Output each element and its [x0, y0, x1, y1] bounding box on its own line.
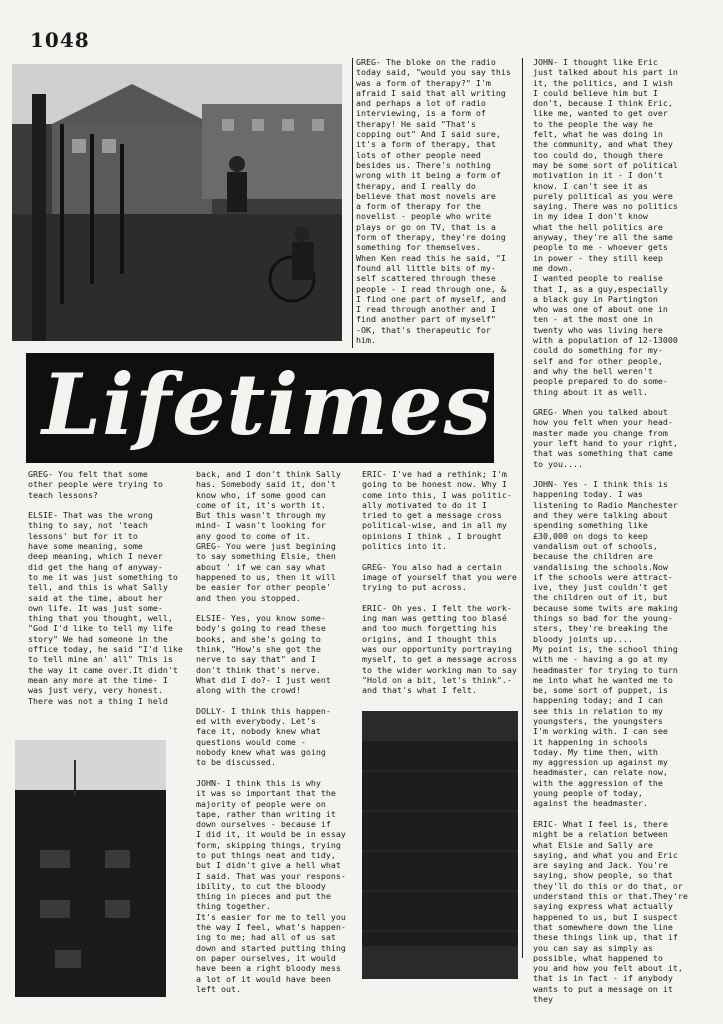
- text-column-3: ERIC- I've had a rethink; I'm going to be honest now. Why I come into this, I was politic- ally motivated to do it I tried to get a message cross political-wise, and in all my opinions I think , I brought politics into it. GREG- You also had a certain image of yourself that you were trying to put across. ERIC- Oh yes. I felt the work- ing man was getting too blasé and too much forgetting his origins, and I thought this was our opportunity portraying myself, to get a message across to the wider working man to say "Hold on a bit, let's think".- and that's what I felt.: [362, 469, 517, 696]
- flats-left-illustration: [15, 740, 166, 997]
- photo-flats-right: [362, 711, 518, 979]
- flats-right-illustration: [362, 711, 518, 979]
- text-column-greg-top: GREG- The bloke on the radio today said, "would you say this was a form of therapy?" I'm afraid I said that all writing and perhaps a lot of radio interviewing, is a form of therapy! He said "That's copping out" And I said sure, it's a form of therapy, that lots of other people need besides us. There's nothing wrong with it being a form of therapy, and I really do believe that most novels are a form of therapy for the novelist - people who write plays or go on TV, that is a form of therapy, they're doing something for themselves. When Ken read this he said, "I found all little bits of my- self scattered through these people - I read through one, & I find one part of myself, and I read through another and I find another part of myself" -OK, that's therapeutic for him.: [356, 57, 511, 346]
- street-scene-illustration: [12, 64, 342, 341]
- photo-street-children: [12, 64, 342, 341]
- text-column-1: GREG- You felt that some other people were trying to teach lessons? ELSIE- That was the wrong thing to say, not 'teach lessons' but for it to have some meaning, some deep meaning, which I never did get the hang of anyway- to me it was just something to tell, and this is what Sally said at the time, about her own life. It was just some- thing that you thought, well, "God I'd like to tell my life story" We had someone in the office today, he said "I'd like to tell mine an' all" This is the way it came over.It didn't mean any more at the time- I was just very, very honest. There was not a thing I held: [28, 469, 183, 706]
- lifetimes-banner: [26, 353, 494, 463]
- text-column-john-right: JOHN- I thought like Eric just talked about his part in it, the politics, and I wish I could believe him but I don't, because I think Eric, like me, wanted to get over to the people the way he felt, what he was doing in the community, and what they too could do, though there may be some sort of political motivation in it - I don't know. I can't see it as purely political as you were saying. There was no politics in my idea I don't know what the hell politics are anyway, they're all the same people to me - whoever gets in power - they still keep me down. I wanted people to realise that I, as a guy,especially a black guy in Partington who was one of about one in ten - at the most one in twenty who was living here with a population of 12-13000 could do something for my- self and for other people, and why the hell weren't people prepared to do some- thing about it as well. GREG- When you talked about how you felt when your head- master made you change from your left hand to your right, that was something that came to you.... JOHN- Yes - I think this is happening today. I was listening to Radio Manchester and they were talking about spending something like £30,000 on dogs to keep vandalism out of schools, because the children are vandalising the schools.Now if the schools were attract- ive, they just couldn't get the children out of it, but because some twits are making things so bad for the young- sters, they're breaking the bloody joints up.... My point is, the school thing with me - having a go at my headmaster for trying to turn me into what he wanted me to be, some sort of puppet, is happening today; and I can see this in relation to my youngsters, the youngsters I'm working with. I can see it happening in schools today. My time then, with my aggression up against my headmaster, can relate now, with the aggression of the young people of today, against the headmaster. ERIC- What I feel is, there might be a relation between what Elsie and Sally are saying, and what you and Eric are saying and Jack. You're saying, show people, so that they'll do this or do that, or understand this or that.They're saying express what actually happened to us, but I suspect that somewhere down the line these things link up, that if you can say as simply as possible, what happened to you and how you felt about it, that is in fact - if anybody wants to put a message on it they: [533, 57, 688, 1005]
- text-column-2: back, and I don't think Sally has. Somebody said it, don't know who, if some good can come of it, it's worth it. But this wasn't through my mind- I wasn't looking for any good to come of it. GREG- You were just begining to say something Elsie, then about ' if we can say what happened to us, then it will be easier for other people' and then you stopped. ELSIE- Yes, you know some- body's going to read these books, and she's going to think, "How's she got the nerve to say that" and I don't think that's nerve. What did I do?- I just went along with the crowd! DOLLY- I think this happen- ed with everybody. Let's face it, nobody knew what questions would come - nobody knew what was going to be discussed. JOHN- I think this is why it was so important that the majority of people were on tape, rather than writing it down ourselves - because if I did it, it would be in essay form, skipping things, trying to put things neat and tidy, but I didn't give a hell what I said. That was your respons- ibility, to cut the bloody thing in pieces and put the thing together. It's easier for me to tell you the way I feel, what's happen- ing to me; had all of us sat down and started putting thing on paper ourselves, it would have been a right bloody mess a lot of it would have been left out.: [196, 469, 346, 994]
- column-divider: [352, 58, 353, 348]
- banner-title: Lifetimes: [42, 355, 492, 454]
- photo-flats-left: [15, 740, 166, 997]
- page-number: 1048: [30, 28, 90, 52]
